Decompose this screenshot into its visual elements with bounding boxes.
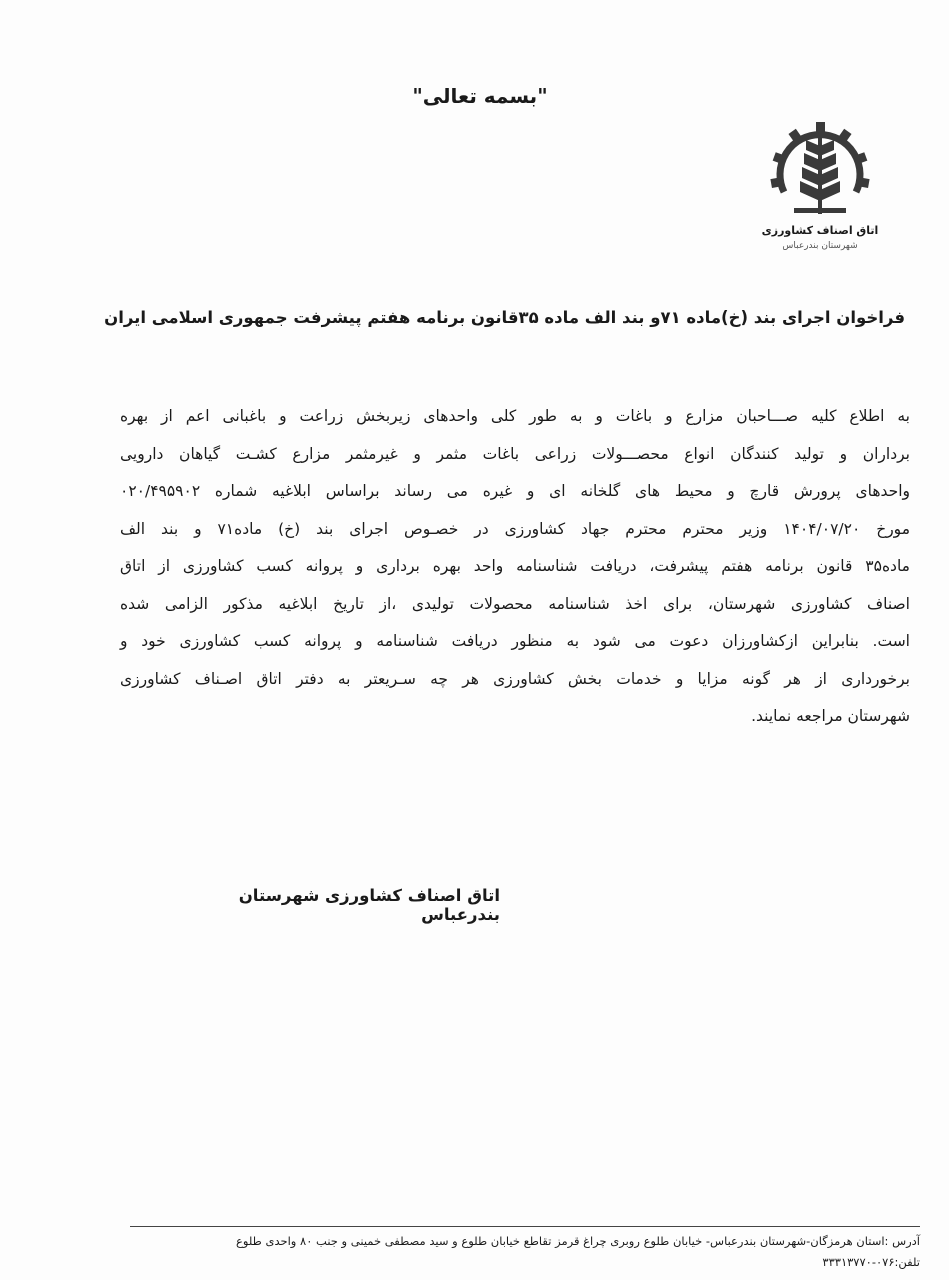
basmala-heading: "بسمه تعالی"	[412, 84, 548, 108]
body-line: است. بنابراین ازکشاورزان دعوت می شود به منظور دریافت شناسنامه و پروانه کسب کشاورزی خود و	[120, 632, 910, 650]
body-line: به اطلاع کلیه صـــاحبان مزارع و باغات و به طور کلی واحدهای زیربخش زراعت و باغبانی اعم از بهره	[120, 407, 910, 425]
wheat-gear-icon	[760, 120, 880, 220]
body-line: ماده۳۵ قانون برنامه هفتم پیشرفت، دریافت شناسنامه واحد بهره برداری و پروانه کسب کشاورزی از اتاق	[120, 557, 910, 575]
body-line: برخورداری از هر گونه مزایا و خدمات بخش کشاورزی هر چه سـریعتر به دفتر اتاق اصـناف کشاورزی	[120, 669, 910, 688]
body-line: واحدهای پرورش قارچ و محیط های گلخانه ای و غیره می رساند براساس ابلاغیه شماره ۰۲۰/۴۹۵۹۰۲	[120, 482, 910, 500]
footer-divider	[130, 1226, 920, 1227]
signature: اتاق اصناف کشاورزی شهرستان بندرعباس	[238, 886, 500, 924]
footer-address: آدرس :استان هرمزگان-شهرستان بندرعباس- خیابان طلوع روبری چراغ قرمز تقاطع خیابان طلوع و سید مصطفی خمینی و جنب ۸۰ واحدی طلوع	[236, 1234, 920, 1248]
body-line: شهرستان مراجعه نمایند.	[751, 707, 910, 725]
announcement-body	[120, 398, 910, 736]
body-line: اصناف کشاورزی شهرستان، برای اخذ شناسنامه محصولات تولیدی ،از تاریخ ابلاغیه مذکور الزامی شده	[120, 594, 910, 613]
body-line: برداران و تولید کنندگان انواع محصـــولات زراعی باغات مثمر و غیرمثمر مزارع کشـت گیاهان دارویی	[120, 444, 910, 463]
logo-subtitle: شهرستان بندرعباس	[782, 241, 858, 251]
organization-logo	[760, 120, 880, 260]
announcement-title: فراخوان اجرای بند (خ)ماده ۷۱و بند الف ماده ۳۵قانون برنامه هفتم پیشرفت جمهوری اسلامی ایران	[104, 308, 905, 327]
body-line: مورخ ۱۴۰۴/۰۷/۲۰ وزیر محترم محترم جهاد کشاورزی در خصـوص اجرای بند (خ) ماده۷۱ و بند الف	[120, 519, 910, 538]
logo-title: اتاق اصناف کشاورزی	[761, 224, 879, 237]
footer-phone: تلفن:۰۷۶-۳۳۳۱۳۷۷۰	[822, 1255, 920, 1269]
